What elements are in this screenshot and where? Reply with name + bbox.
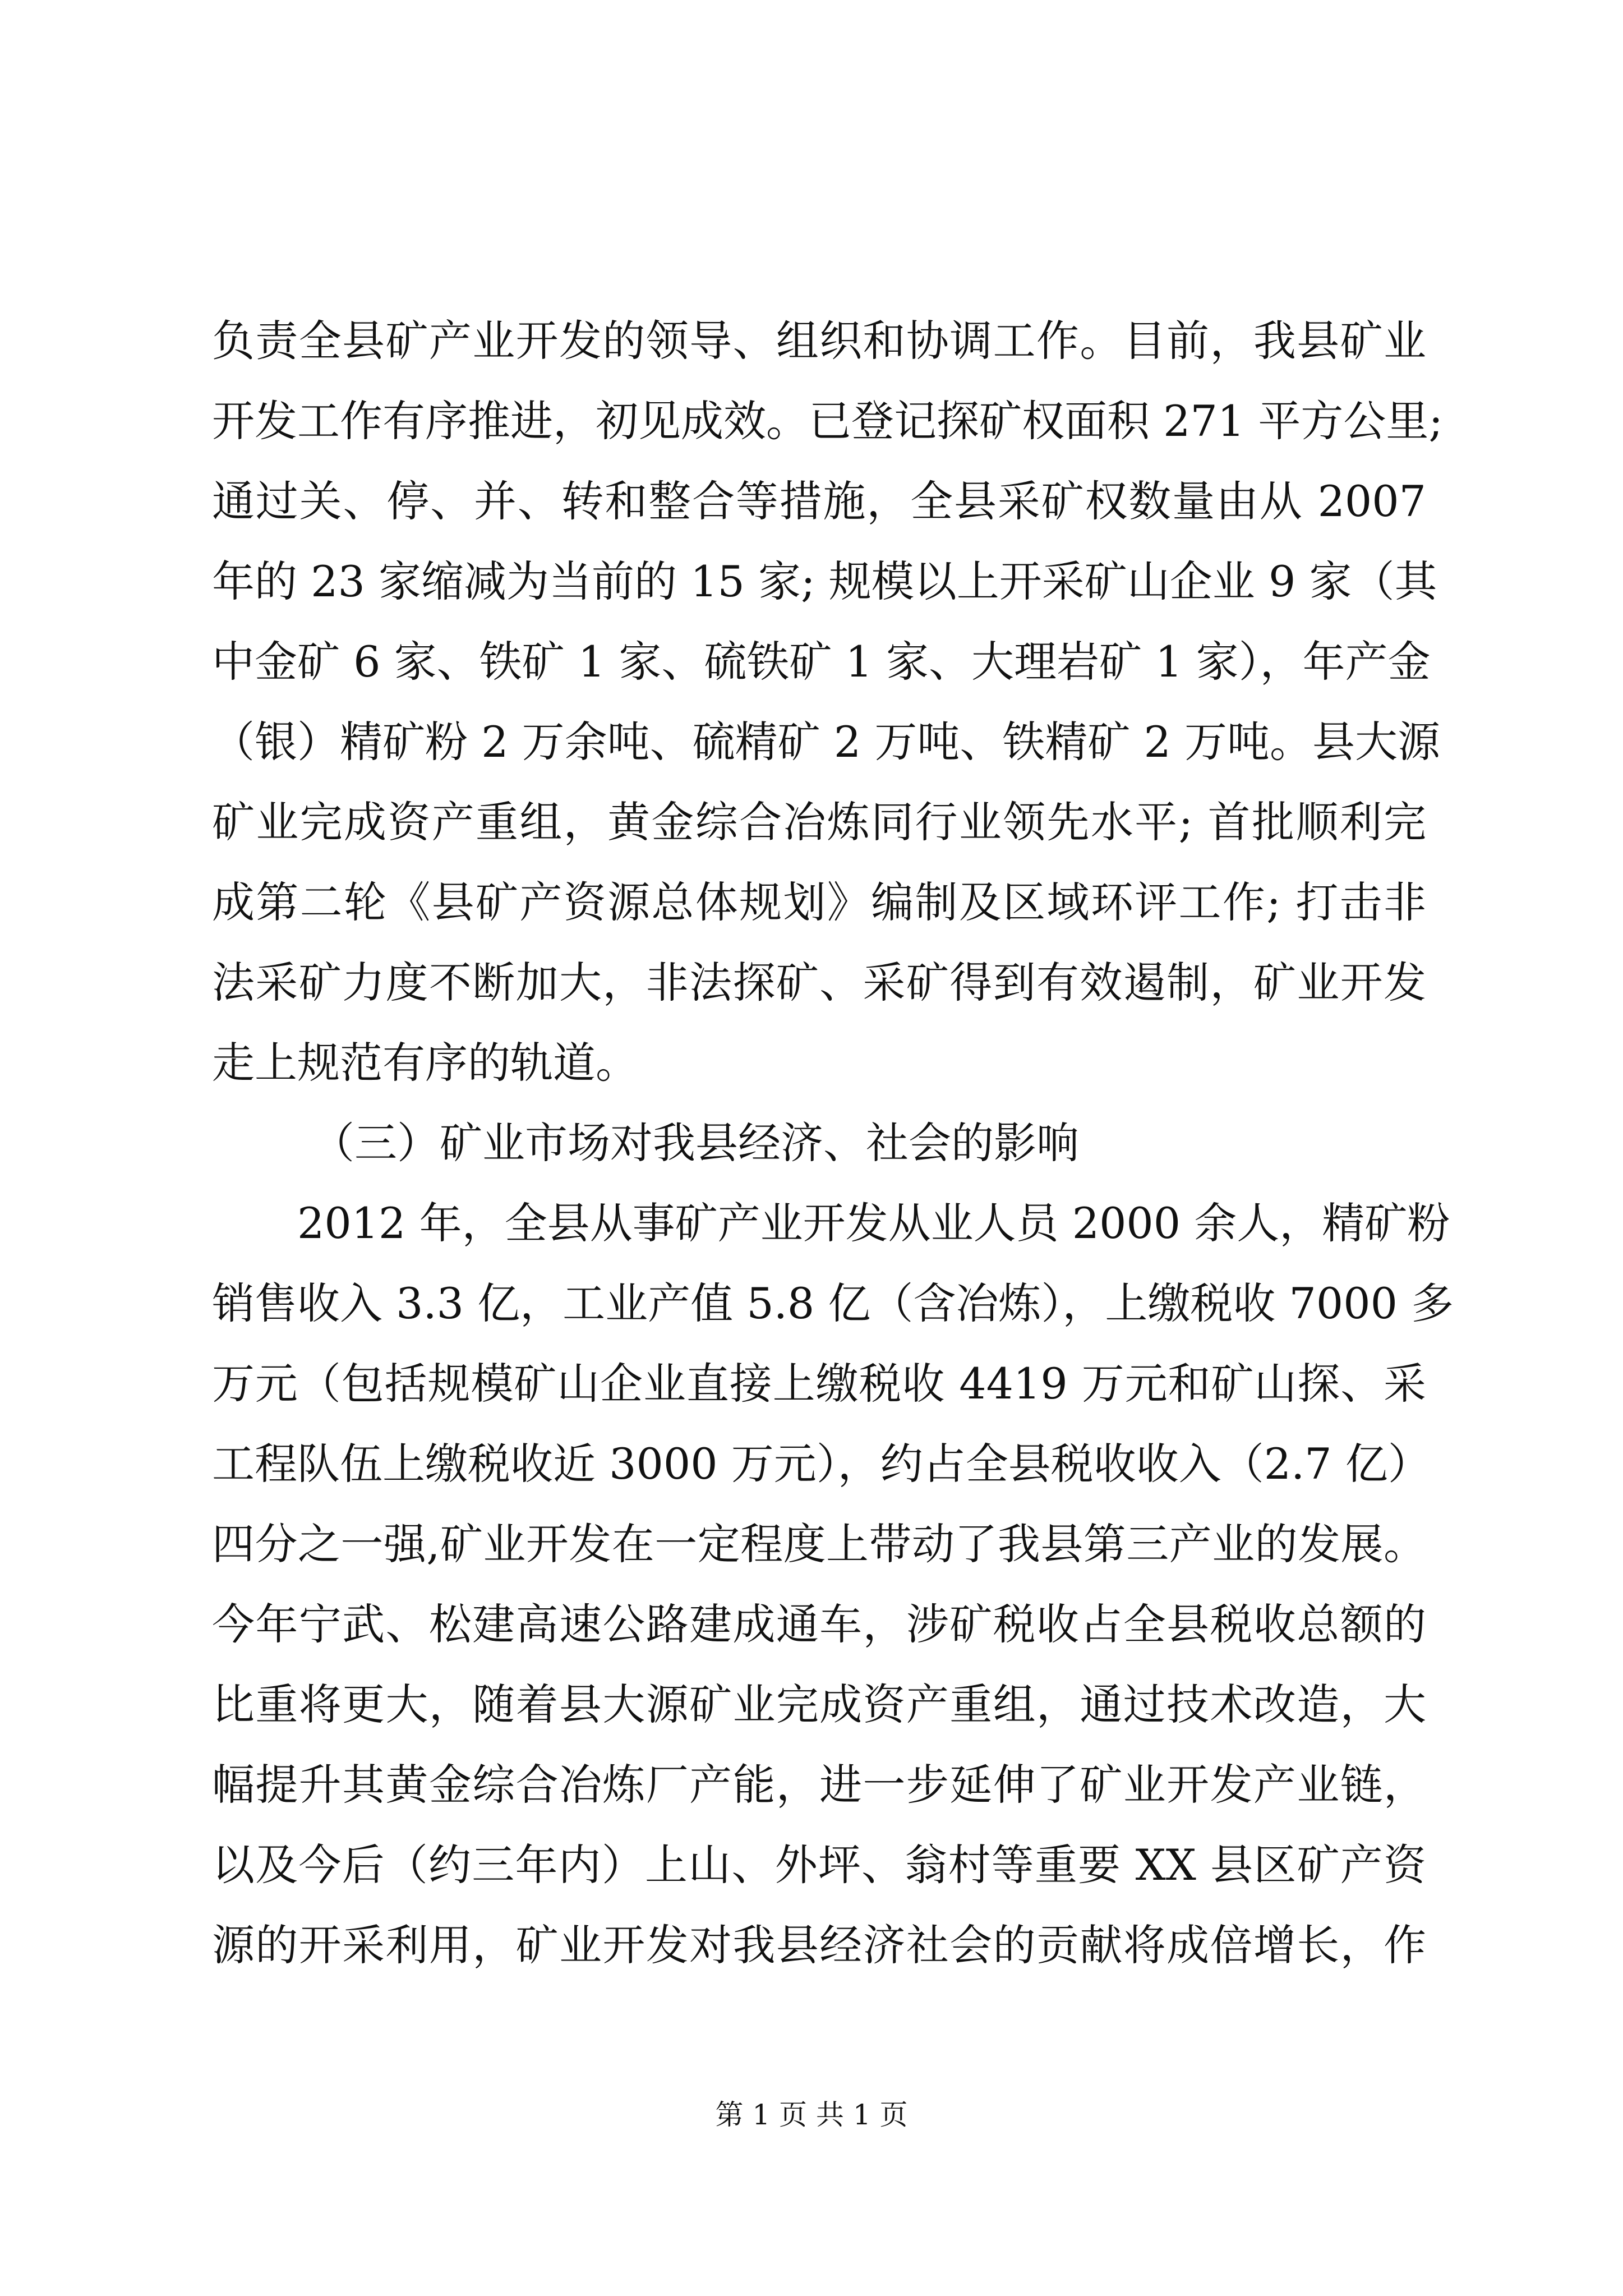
paragraph-line: 销售收入 3.3 亿，工业产值 5.8 亿（含冶炼），上缴税收 7000 多	[212, 1278, 1454, 1328]
body-text	[212, 301, 1454, 1985]
paragraph-line: 成第二轮《县矿产资源总体规划》编制及区域环评工作; 打击非	[212, 877, 1426, 927]
paragraph-line: 源的开采利用，矿业开发对我县经济社会的贡献将成倍增长，作	[212, 1920, 1426, 1970]
paragraph-line: 中金矿 6 家、铁矿 1 家、硫铁矿 1 家、大理岩矿 1 家），年产金	[212, 637, 1431, 687]
paragraph-line: 通过关、停、并、转和整合等措施，全县采矿权数量由从 2007	[212, 476, 1426, 526]
page-footer: 第 1 页 共 1 页	[715, 2099, 908, 2131]
paragraph-line: 万元（包括规模矿山企业直接上缴税收 4419 万元和矿山探、采	[212, 1359, 1426, 1409]
paragraph-line: 法采矿力度不断加大，非法探矿、采矿得到有效遏制，矿业开发	[212, 958, 1426, 1007]
paragraph-line: 四分之一强,矿业开发在一定程度上带动了我县第三产业的发展。	[212, 1519, 1426, 1569]
section-heading: （三）矿业市场对我县经济、社会的影响	[312, 1118, 1079, 1168]
paragraph-line: 走上规范有序的轨道。	[212, 1038, 638, 1088]
paragraph-line: 幅提升其黄金综合冶炼厂产能，进一步延伸了矿业开发产业链，	[212, 1760, 1426, 1810]
paragraph-line: 开发工作有序推进，初见成效。已登记探矿权面积 271 平方公里;	[212, 396, 1443, 446]
paragraph-line: 年的 23 家缩减为当前的 15 家; 规模以上开采矿山企业 9 家（其	[212, 556, 1437, 606]
paragraph-line: 矿业完成资产重组，黄金综合冶炼同行业领先水平; 首批顺利完	[212, 797, 1426, 847]
paragraph-line: 2012 年，全县从事矿产业开发从业人员 2000 余人，精矿粉	[297, 1198, 1450, 1248]
paragraph-line: 比重将更大，随着县大源矿业完成资产重组，通过技术改造，大	[212, 1680, 1426, 1729]
paragraph-line: 负责全县矿产业开发的领导、组织和协调工作。目前，我县矿业	[212, 316, 1426, 366]
paragraph-line: （银）精矿粉 2 万余吨、硫精矿 2 万吨、铁精矿 2 万吨。县大源	[212, 717, 1441, 767]
paragraph-line: 工程队伍上缴税收近 3000 万元），约占全县税收收入（2.7 亿）	[212, 1439, 1431, 1489]
paragraph-line: 今年宁武、松建高速公路建成通车，涉矿税收占全县税收总额的	[212, 1599, 1426, 1649]
paragraph-line: 以及今后（约三年内）上山、外坪、翁村等重要 XX 县区矿产资	[212, 1840, 1426, 1890]
